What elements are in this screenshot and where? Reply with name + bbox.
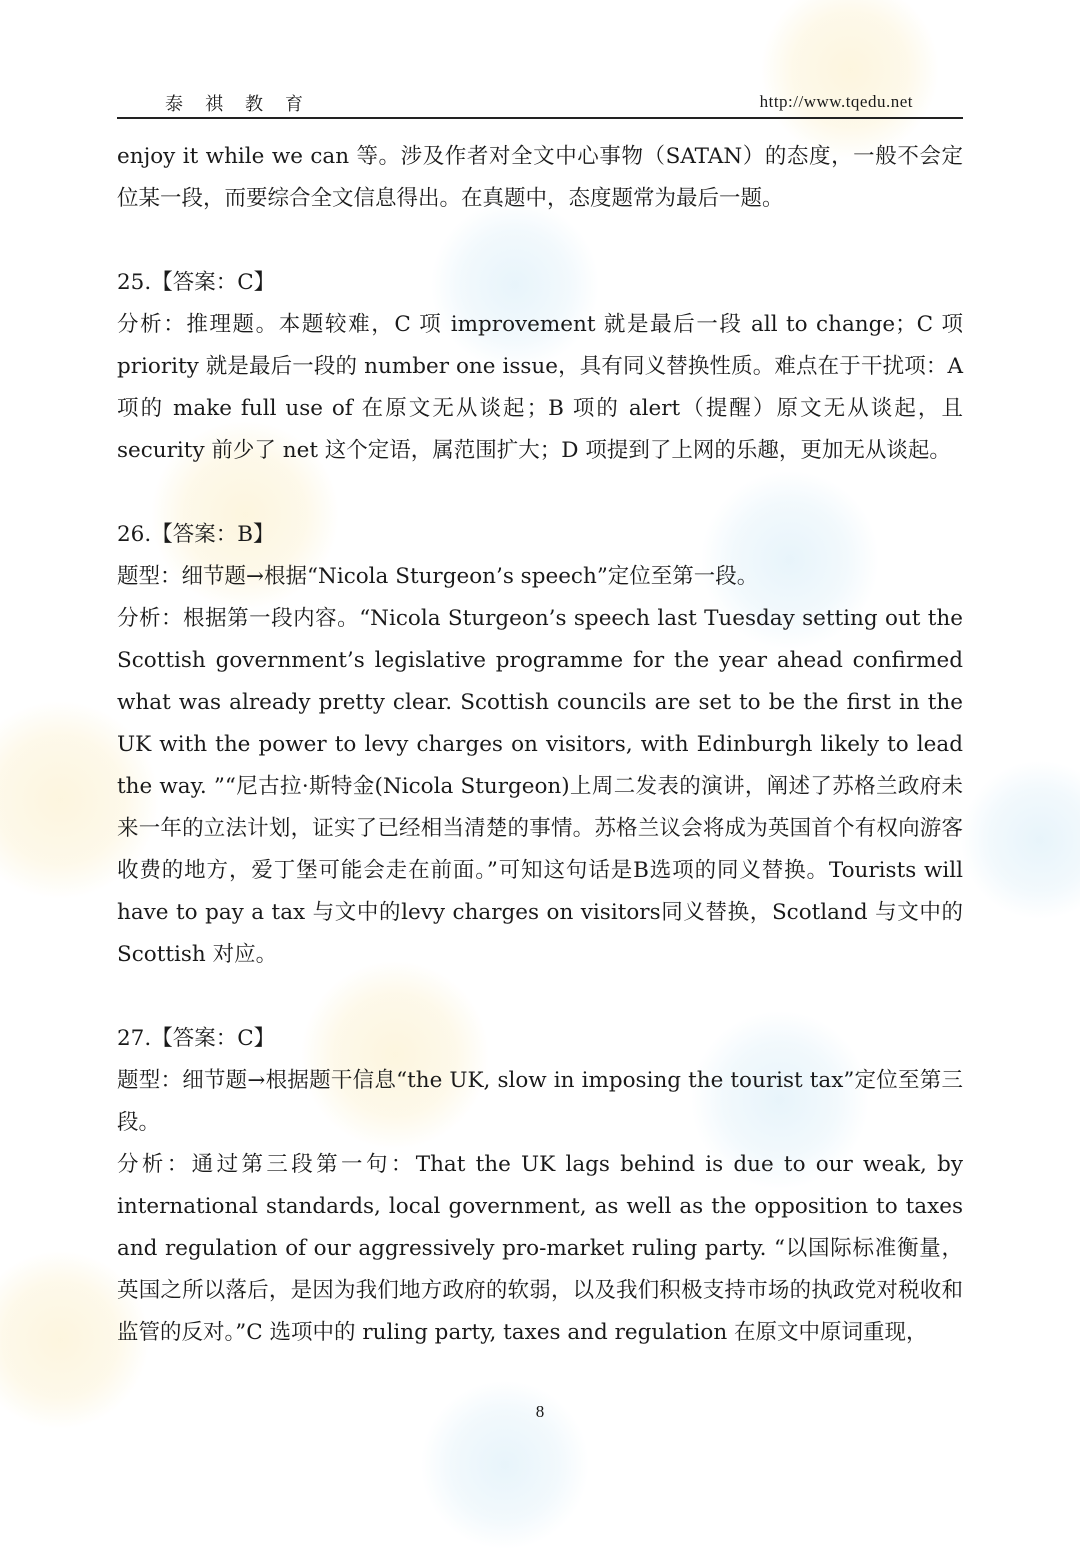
intro-paragraph: enjoy it while we can 等。涉及作者对全文中心事物（SATAN）的态度，一般不会定位某一段，而要综合全文信息得出。在真题中，态度题常为最后一题。	[117, 144, 963, 211]
q27-type: 题型：细节题→根据题干信息“the UK, slow in imposing the tourist tax”定位至第三段。	[117, 1068, 963, 1135]
paragraph-gap	[117, 472, 963, 514]
q27-analysis: 分析：通过第三段第一句：That the UK lags behind is due to our weak, by international standards, local government, as well as the opposition to taxes and regulation of our aggressively pro-market ruling party. “以国际标准衡量，英国之所以落后，是因为我们地方政府的软弱，以及我们积极支持市场的执政党对税收和监管的反对。”C 选项中的 ruling party, taxes and regulation 在原文中原词重现，	[117, 1152, 963, 1345]
q26-analysis: 分析：根据第一段内容。“Nicola Sturgeon’s speech last Tuesday setting out the Scottish government’s legislative programme for the year ahead confirmed what was already pretty clear. Scottish councils are set to be the first in the UK with the power to levy charges on visitors, with Edinburgh likely to lead the way. ”“尼古拉·斯特金(Nicola Sturgeon)上周二发表的演讲，阐述了苏格兰政府未来一年的立法计划，证实了已经相当清楚的事情。苏格兰议会将成为英国首个有权向游客收费的地方，爱丁堡可能会走在前面。”可知这句话是B选项的同义替换。Tourists will have to pay a tax 与文中的levy charges on visitors同义替换，Scotland 与文中的 Scottish 对应。	[117, 606, 963, 967]
paragraph-gap	[117, 976, 963, 1018]
q26-type: 题型：细节题→根据“Nicola Sturgeon’s speech”定位至第一段。	[117, 564, 759, 589]
q25-analysis: 分析：推理题。本题较难，C 项 improvement 就是最后一段 all to change；C 项 priority 就是最后一段的 number one issue，具有同义替换性质。难点在于干扰项：A 项的 make full use of 在原文无从谈起；B 项的 alert（提醒）原文无从谈起，且 security 前少了 net 这个定语，属范围扩大；D 项提到了上网的乐趣，更加无从谈起。	[117, 312, 963, 463]
paragraph-gap	[117, 220, 963, 262]
brand-name: 泰祺教育	[165, 94, 325, 115]
watermark-logo	[960, 760, 1080, 920]
page-number: 8	[535, 1402, 545, 1421]
q26-heading: 26.【答案：B】	[117, 522, 275, 547]
q27-heading: 27.【答案：C】	[117, 1026, 276, 1051]
header-divider	[117, 117, 963, 119]
q25-heading: 25.【答案：C】	[117, 270, 276, 295]
page-header	[117, 88, 963, 116]
document-body	[117, 136, 963, 1354]
website-url[interactable]: http://www.tqedu.net	[759, 92, 913, 111]
